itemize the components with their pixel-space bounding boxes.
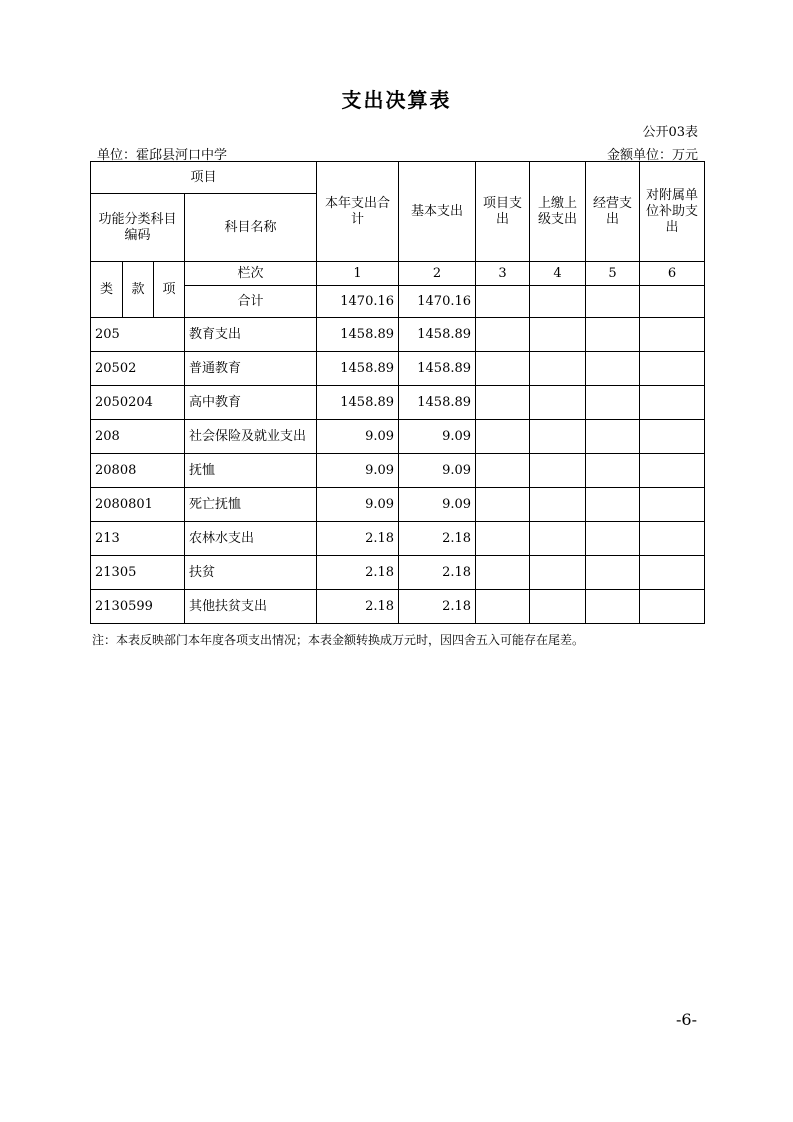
- header-kuan: 款: [123, 262, 154, 318]
- row-total: 1458.89: [317, 352, 399, 386]
- empty-cell: [586, 454, 640, 488]
- empty-cell: [530, 454, 586, 488]
- row-name: 社会保险及就业支出: [185, 420, 317, 454]
- row-total: 1458.89: [317, 318, 399, 352]
- row-code: 213: [91, 522, 185, 556]
- row-name: 高中教育: [185, 386, 317, 420]
- empty-cell: [640, 420, 705, 454]
- row-name: 农林水支出: [185, 522, 317, 556]
- table-row: [91, 454, 705, 488]
- row-name: 教育支出: [185, 318, 317, 352]
- row-code: 20502: [91, 352, 185, 386]
- empty-cell: [640, 556, 705, 590]
- empty-cell: [586, 488, 640, 522]
- header-lei: 类: [91, 262, 123, 318]
- header-subject-name: 科目名称: [185, 194, 317, 262]
- empty-cell: [530, 318, 586, 352]
- row-basic: 2.18: [399, 556, 476, 590]
- total-label: 合计: [185, 286, 317, 318]
- unit-label: 单位：霍邱县河口中学: [97, 148, 228, 163]
- empty-cell: [640, 590, 705, 624]
- header-func-code: 功能分类科目编码: [91, 194, 185, 262]
- empty-cell: [476, 386, 530, 420]
- empty-cell: [586, 352, 640, 386]
- row-total: 9.09: [317, 420, 399, 454]
- empty-cell: [476, 590, 530, 624]
- header-project: 项目: [91, 162, 317, 194]
- col-num-3: 3: [476, 262, 530, 286]
- empty-cell: [476, 454, 530, 488]
- table-row: [91, 590, 705, 624]
- empty-cell: [640, 352, 705, 386]
- empty-cell: [530, 556, 586, 590]
- empty-cell: [476, 556, 530, 590]
- header-xiang: 项: [154, 262, 185, 318]
- row-code: 205: [91, 318, 185, 352]
- empty-cell: [530, 420, 586, 454]
- empty-cell: [476, 352, 530, 386]
- row-total: 2.18: [317, 590, 399, 624]
- row-name: 死亡抚恤: [185, 488, 317, 522]
- empty-cell: [586, 556, 640, 590]
- empty-cell: [476, 420, 530, 454]
- empty-cell: [640, 522, 705, 556]
- table-row: [91, 352, 705, 386]
- empty-cell: [586, 590, 640, 624]
- row-total: 9.09: [317, 454, 399, 488]
- row-code: 20808: [91, 454, 185, 488]
- footnote: 注：本表反映部门本年度各项支出情况；本表金额转换成万元时，因四舍五入可能存在尾差。: [92, 633, 585, 647]
- total-basic: 1470.16: [399, 286, 476, 318]
- row-total: 1458.89: [317, 386, 399, 420]
- row-basic: 1458.89: [399, 318, 476, 352]
- header-basic: 基本支出: [399, 162, 476, 262]
- row-code: 21305: [91, 556, 185, 590]
- row-basic: 2.18: [399, 590, 476, 624]
- header-subsidy: 对附属单位补助支出: [640, 162, 705, 262]
- empty-cell: [586, 420, 640, 454]
- empty-cell: [586, 386, 640, 420]
- col-num-5: 5: [586, 262, 640, 286]
- row-name: 扶贫: [185, 556, 317, 590]
- column-label: 栏次: [185, 262, 317, 286]
- header-business: 经营支出: [586, 162, 640, 262]
- header-total: 本年支出合计: [317, 162, 399, 262]
- empty-cell: [476, 318, 530, 352]
- table-row: [91, 522, 705, 556]
- empty-cell: [586, 522, 640, 556]
- row-total: 2.18: [317, 522, 399, 556]
- header-row-1: [91, 162, 705, 194]
- col-num-4: 4: [530, 262, 586, 286]
- col-num-1: 1: [317, 262, 399, 286]
- table-row: [91, 556, 705, 590]
- header-project-exp: 项目支出: [476, 162, 530, 262]
- row-basic: 2.18: [399, 522, 476, 556]
- form-number: 公开03表: [642, 125, 698, 140]
- table-row: [91, 420, 705, 454]
- row-code: 2080801: [91, 488, 185, 522]
- page-number: -6-: [676, 1010, 697, 1029]
- col-num-6: 6: [640, 262, 705, 286]
- row-basic: 1458.89: [399, 352, 476, 386]
- column-number-row: [91, 262, 705, 286]
- col-num-2: 2: [399, 262, 476, 286]
- empty-cell: [530, 488, 586, 522]
- total-amount: 1470.16: [317, 286, 399, 318]
- row-code: 208: [91, 420, 185, 454]
- empty-cell: [640, 386, 705, 420]
- empty-cell: [640, 318, 705, 352]
- table-row: [91, 488, 705, 522]
- row-basic: 9.09: [399, 420, 476, 454]
- empty-cell: [586, 318, 640, 352]
- empty-cell: [640, 454, 705, 488]
- page-title: 支出决算表: [341, 88, 452, 112]
- empty-cell: [530, 386, 586, 420]
- row-name: 抚恤: [185, 454, 317, 488]
- row-basic: 1458.89: [399, 386, 476, 420]
- empty-cell: [476, 488, 530, 522]
- row-total: 9.09: [317, 488, 399, 522]
- empty-cell: [530, 352, 586, 386]
- row-total: 2.18: [317, 556, 399, 590]
- empty-cell: [640, 488, 705, 522]
- row-code: 2130599: [91, 590, 185, 624]
- table-row: [91, 386, 705, 420]
- row-name: 普通教育: [185, 352, 317, 386]
- expenditure-table: [90, 161, 705, 624]
- row-code: 2050204: [91, 386, 185, 420]
- row-name: 其他扶贫支出: [185, 590, 317, 624]
- row-basic: 9.09: [399, 454, 476, 488]
- empty-cell: [530, 590, 586, 624]
- row-basic: 9.09: [399, 488, 476, 522]
- header-upper: 上缴上级支出: [530, 162, 586, 262]
- empty-cell: [476, 522, 530, 556]
- empty-cell: [530, 522, 586, 556]
- table-row: [91, 318, 705, 352]
- amount-unit-label: 金额单位：万元: [606, 148, 698, 163]
